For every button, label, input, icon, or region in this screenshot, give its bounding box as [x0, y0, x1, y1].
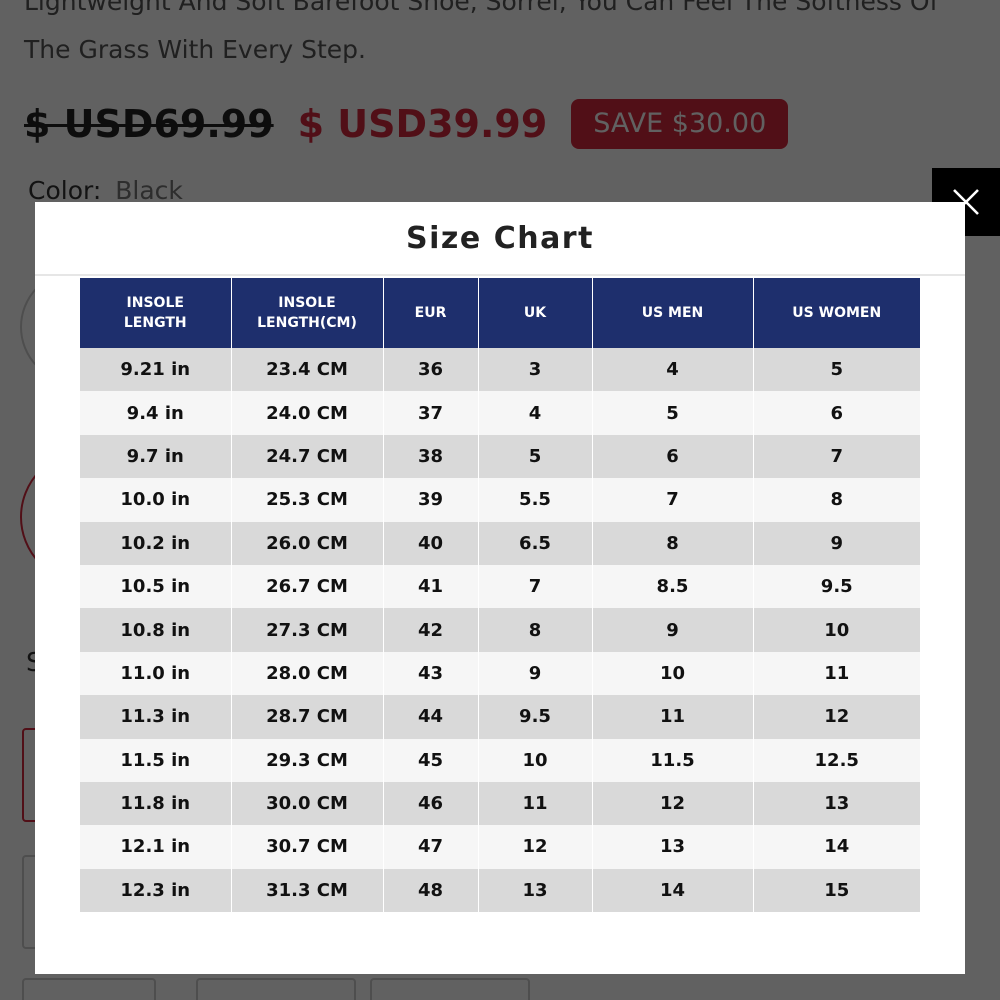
table-cell: 4 [592, 348, 753, 391]
table-cell: 9 [753, 522, 920, 565]
table-cell: 11 [478, 782, 592, 825]
header-text: INSOLE [278, 295, 336, 311]
table-cell: 10 [592, 652, 753, 695]
header-text: LENGTH [123, 315, 187, 331]
header-text: INSOLE [126, 295, 184, 311]
table-cell: 31.3 CM [231, 869, 383, 912]
header-text: EUR [414, 305, 447, 321]
table-cell: 9.5 [753, 565, 920, 608]
table-cell: 6 [592, 435, 753, 478]
table-cell: 29.3 CM [231, 739, 383, 782]
table-cell: 46 [383, 782, 478, 825]
table-cell: 7 [592, 478, 753, 521]
table-cell: 12 [478, 825, 592, 868]
table-row [80, 391, 920, 434]
table-cell: 9.21 in [80, 348, 231, 391]
table-cell: 5 [753, 348, 920, 391]
table-cell: 10 [478, 739, 592, 782]
table-cell: 5 [478, 435, 592, 478]
table-cell: 11.5 in [80, 739, 231, 782]
table-cell: 26.0 CM [231, 522, 383, 565]
table-cell: 10.2 in [80, 522, 231, 565]
table-row [80, 565, 920, 608]
uk-header [478, 278, 592, 348]
size-chart-modal [35, 202, 965, 974]
table-cell: 9.5 [478, 695, 592, 738]
table-cell: 8 [753, 478, 920, 521]
table-cell: 24.0 CM [231, 391, 383, 434]
table-row [80, 782, 920, 825]
table-row [80, 739, 920, 782]
table-cell: 38 [383, 435, 478, 478]
table-row [80, 348, 920, 391]
insole-length-cm-header [231, 278, 383, 348]
insole-length-in-header [80, 278, 231, 348]
table-cell: 42 [383, 608, 478, 651]
table-cell: 23.4 CM [231, 348, 383, 391]
table-cell: 12.5 [753, 739, 920, 782]
table-cell: 39 [383, 478, 478, 521]
header-text: US WOMEN [792, 305, 882, 321]
header-text: UK [523, 305, 547, 321]
table-cell: 12.3 in [80, 869, 231, 912]
table-cell: 5.5 [478, 478, 592, 521]
table-cell: 9 [592, 608, 753, 651]
table-cell: 13 [478, 869, 592, 912]
table-cell: 13 [753, 782, 920, 825]
table-cell: 4 [478, 391, 592, 434]
table-cell: 7 [753, 435, 920, 478]
table-cell: 30.0 CM [231, 782, 383, 825]
table-cell: 5 [592, 391, 753, 434]
table-row [80, 522, 920, 565]
table-cell: 11.3 in [80, 695, 231, 738]
table-row [80, 652, 920, 695]
table-cell: 11 [753, 652, 920, 695]
table-cell: 8.5 [592, 565, 753, 608]
table-row [80, 478, 920, 521]
eur-header [383, 278, 478, 348]
table-cell: 45 [383, 739, 478, 782]
table-cell: 44 [383, 695, 478, 738]
table-cell: 37 [383, 391, 478, 434]
size-chart-table [80, 278, 920, 912]
table-cell: 12 [592, 782, 753, 825]
us-women-header [753, 278, 920, 348]
table-cell: 6.5 [478, 522, 592, 565]
table-row [80, 435, 920, 478]
table-cell: 36 [383, 348, 478, 391]
table-cell: 11 [592, 695, 753, 738]
table-cell: 7 [478, 565, 592, 608]
modal-header [35, 202, 965, 276]
table-cell: 30.7 CM [231, 825, 383, 868]
table-cell: 8 [592, 522, 753, 565]
table-cell: 13 [592, 825, 753, 868]
table-cell: 48 [383, 869, 478, 912]
table-row [80, 608, 920, 651]
modal-title: Size Chart [406, 220, 594, 256]
table-cell: 9.7 in [80, 435, 231, 478]
table-cell: 14 [592, 869, 753, 912]
table-cell: 10.5 in [80, 565, 231, 608]
table-cell: 11.8 in [80, 782, 231, 825]
table-cell: 26.7 CM [231, 565, 383, 608]
us-men-header [592, 278, 753, 348]
table-cell: 41 [383, 565, 478, 608]
header-text: LENGTH(CM) [257, 315, 357, 331]
table-cell: 25.3 CM [231, 478, 383, 521]
table-cell: 12 [753, 695, 920, 738]
table-row [80, 695, 920, 738]
table-cell: 28.7 CM [231, 695, 383, 738]
table-cell: 9 [478, 652, 592, 695]
table-cell: 40 [383, 522, 478, 565]
table-cell: 47 [383, 825, 478, 868]
table-cell: 12.1 in [80, 825, 231, 868]
table-cell: 14 [753, 825, 920, 868]
table-cell: 24.7 CM [231, 435, 383, 478]
table-cell: 3 [478, 348, 592, 391]
table-row [80, 869, 920, 912]
table-cell: 9.4 in [80, 391, 231, 434]
table-row [80, 825, 920, 868]
header-text: US MEN [641, 305, 704, 321]
table-header-row [80, 278, 920, 348]
table-cell: 6 [753, 391, 920, 434]
table-cell: 28.0 CM [231, 652, 383, 695]
table-cell: 10.0 in [80, 478, 231, 521]
table-cell: 27.3 CM [231, 608, 383, 651]
table-cell: 10.8 in [80, 608, 231, 651]
table-cell: 11.0 in [80, 652, 231, 695]
table-cell: 10 [753, 608, 920, 651]
table-cell: 15 [753, 869, 920, 912]
table-cell: 11.5 [592, 739, 753, 782]
table-body [80, 348, 920, 912]
table-cell: 8 [478, 608, 592, 651]
table-cell: 43 [383, 652, 478, 695]
